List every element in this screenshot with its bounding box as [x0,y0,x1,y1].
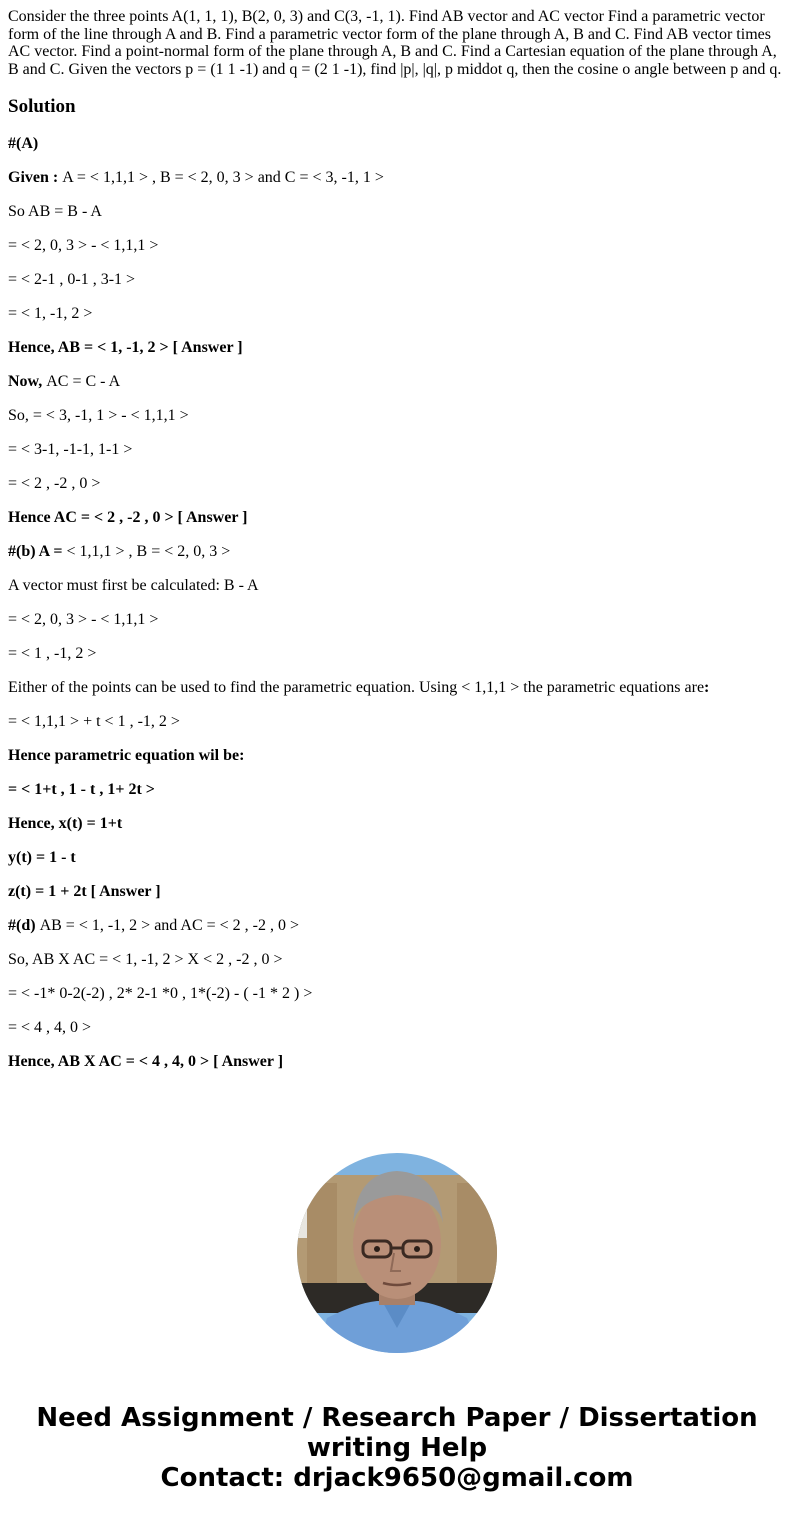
solution-line: = < -1* 0-2(-2) , 2* 2-1 *0 , 1*(-2) - ( -1 * 2 ) > [8,985,313,1002]
solution-line: = < 2, 0, 3 > - < 1,1,1 > [8,611,159,628]
answer-line: z(t) = 1 + 2t [ Answer ] [8,883,161,900]
solution-line: #(b) A = < 1,1,1 > , B = < 2, 0, 3 > [8,543,231,560]
solution-line: #(A) [8,135,39,152]
solution-line: Now, AC = C - A [8,373,121,390]
solution-line: y(t) = 1 - t [8,849,76,866]
answer-line: Hence AC = < 2 , -2 , 0 > [ Answer ] [8,509,248,526]
solution-line: = < 2 , -2 , 0 > [8,475,101,492]
promo-line-1: Need Assignment / Research Paper / Dissertation [36,1403,758,1433]
solution-line: Either of the points can be used to find the parametric equation. Using < 1,1,1 > the parametric equations are: [8,679,710,696]
solution-line: = < 2-1 , 0-1 , 3-1 > [8,271,136,288]
promo-line-2: writing Help [306,1433,488,1463]
solution-line: = < 1 , -1, 2 > [8,645,97,662]
solution-line: Hence, x(t) = 1+t [8,815,123,832]
solution-heading: Solution [8,96,76,117]
solution-line: Hence parametric equation wil be: [8,747,245,764]
person-photo-icon [297,1153,497,1353]
tutor-photo-avatar [297,1153,497,1353]
solution-line: So, AB X AC = < 1, -1, 2 > X < 2 , -2 , 0 > [8,951,283,968]
solution-line: = < 1, -1, 2 > [8,305,93,322]
solution-line: = < 1+t , 1 - t , 1+ 2t > [8,781,155,798]
answer-line: Hence, AB = < 1, -1, 2 > [ Answer ] [8,339,243,356]
solution-line: So AB = B - A [8,203,102,220]
solution-line: = < 1,1,1 > + t < 1 , -1, 2 > [8,713,180,730]
answer-line: Hence, AB X AC = < 4 , 4, 0 > [ Answer ] [8,1053,284,1070]
solution-line: = < 2, 0, 3 > - < 1,1,1 > [8,237,159,254]
solution-line: A vector must first be calculated: B - A [8,577,259,594]
contact-email: Contact: drjack9650@gmail.com [160,1463,634,1493]
promo-footer [0,1403,794,1493]
solution-line: = < 3-1, -1-1, 1-1 > [8,441,133,458]
solution-line: #(d) AB = < 1, -1, 2 > and AC = < 2 , -2 , 0 > [8,917,300,934]
question-text: Consider the three points A(1, 1, 1), B(2, 0, 3) and C(3, -1, 1). Find AB vector and AC vector Find a parametric vector form of the line through A and B. Find a parametric vector form of the plane through A, B and C. Find AB vector times AC vector. Find a point-normal form of the plane through A, B and C. Find a Cartesian equation of the plane through A, B and C. Given the vectors p = (1 1 -1) and q = (2 1 -1), find |p|, |q|, p middot q, then the cosine o angle between p and q. [8,8,782,78]
solution-line: = < 4 , 4, 0 > [8,1019,92,1036]
solution-line: Given : A = < 1,1,1 > , B = < 2, 0, 3 > and C = < 3, -1, 1 > [8,169,384,186]
solution-body [8,135,786,1071]
solution-line: So, = < 3, -1, 1 > - < 1,1,1 > [8,407,189,424]
